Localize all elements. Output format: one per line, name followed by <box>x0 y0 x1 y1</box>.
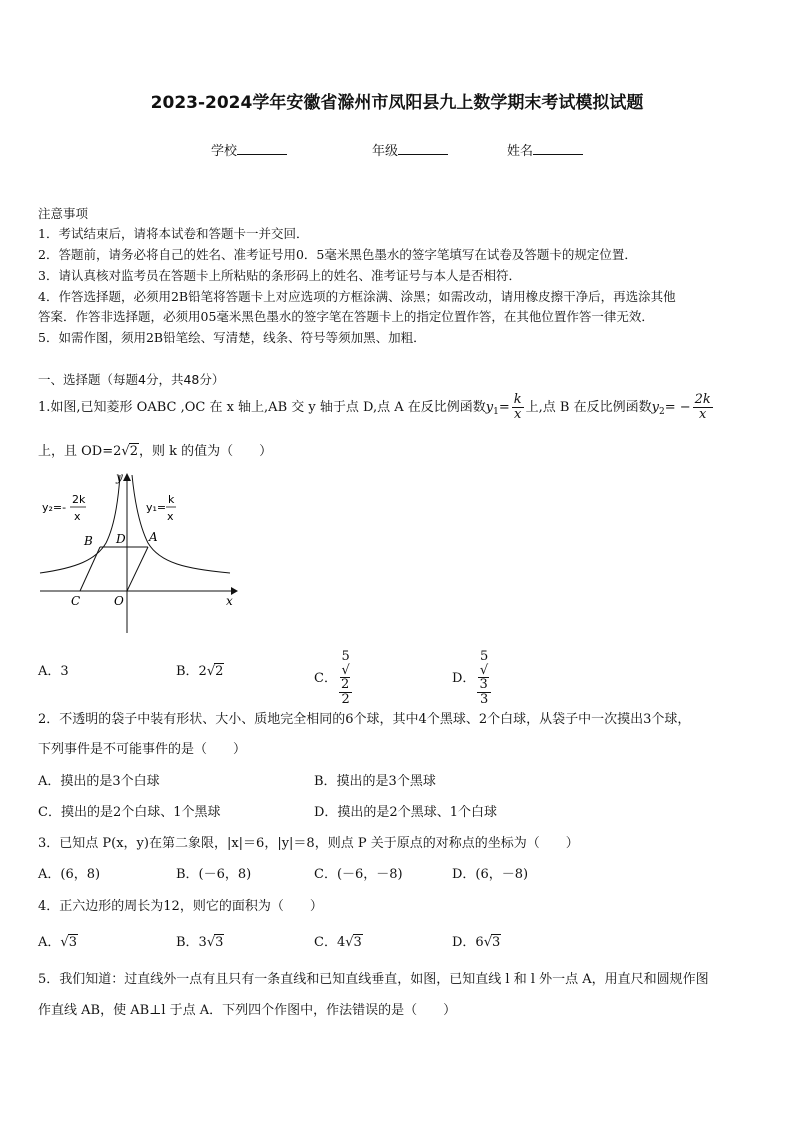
question-2-line2: 下列事件是不可能事件的是（ ） <box>38 742 247 757</box>
y2-den: x <box>74 510 81 523</box>
axis-x-label: x <box>226 594 233 608</box>
q2-option-d[interactable]: D．摸出的是2个黑球、1个白球 <box>314 805 497 820</box>
question-5-line2: 作直线 AB，使 AB⊥l 于点 A．下列四个作图中，作法错误的是（ ） <box>38 1003 457 1018</box>
q2-option-b[interactable]: B．摸出的是3个黑球 <box>314 774 436 789</box>
y1-num: k <box>168 493 175 506</box>
curve-y1 <box>132 475 230 573</box>
question-2-line1: 2．不透明的袋子中装有形状、大小、质地完全相同的6个球，其中4个黑球、2个白球，从袋子中一次摸出3个球， <box>38 712 691 727</box>
side-CB <box>80 547 100 591</box>
y1-label: y₁= <box>146 501 167 514</box>
school-label: 学校 <box>211 144 238 159</box>
notice-item: 1．考试结束后，请将本试卷和答题卡一并交回． <box>38 226 309 241</box>
section-heading: 一、选择题（每题4分，共48分） <box>38 372 225 387</box>
name-label: 姓名 <box>507 144 534 159</box>
page-title: 2023-2024学年安徽省滁州市凤阳县九上数学期末考试模拟试题 <box>150 93 644 113</box>
point-A: A <box>149 530 158 544</box>
notice-item: 答案．作答非选择题，必须用05毫米黑色墨水的签字笔在答题卡上的指定位置作答，在其他位置作答一律无效． <box>38 309 654 324</box>
q1-option-d[interactable]: D． 5 √ 3 3 <box>452 650 493 707</box>
school-field[interactable] <box>211 140 287 159</box>
grade-label: 年级 <box>372 144 399 159</box>
q4-option-c[interactable]: C．4√3 <box>314 935 362 950</box>
notice-item: 2．答题前，请务必将自己的姓名、准考证号用0．5毫米黑色墨水的签字笔填写在试卷及答题卡的规定位置． <box>38 247 637 262</box>
point-C: C <box>71 594 81 608</box>
q1-option-c[interactable]: C． 5 √ 2 2 <box>314 650 354 707</box>
school-underline[interactable] <box>237 142 287 155</box>
axis-y-label: y <box>116 470 123 484</box>
question-1-line2: 上，且 OD=2√2，则 k 的值为（ ） <box>38 444 273 459</box>
y2-label: y₂=- <box>42 501 67 514</box>
point-D: D <box>116 532 126 546</box>
question-3: 3．已知点 P(x，y)在第二象限，|x|＝6，|y|＝8，则点 P 关于原点的对称点的坐标为（ ） <box>38 836 579 851</box>
point-O: O <box>114 594 124 608</box>
q3-option-b[interactable]: B．(－6，8) <box>176 867 252 882</box>
q3-option-d[interactable]: D．(6，－8) <box>452 867 529 882</box>
q3-option-a[interactable]: A．(6，8) <box>38 867 101 882</box>
notice-heading: 注意事项 <box>38 206 89 221</box>
y2-num: 2k <box>72 493 86 506</box>
question-5-line1: 5．我们知道：过直线外一点有且只有一条直线和已知直线垂直，如图，已知直线 l 和 l 外一点 A，用直尺和圆规作图 <box>38 972 709 987</box>
q1-option-b[interactable]: B．2√2 <box>176 664 224 679</box>
notice-item: 5．如需作图，须用2B铅笔绘、写清楚，线条、符号等须加黑、加粗． <box>38 330 426 345</box>
grade-field[interactable] <box>372 140 448 159</box>
grade-underline[interactable] <box>398 142 448 155</box>
y1-den: x <box>167 510 174 523</box>
q4-option-d[interactable]: D．6√3 <box>452 935 501 950</box>
question-4: 4．正六边形的周长为12，则它的面积为（ ） <box>38 899 323 914</box>
curve-y2 <box>40 475 120 573</box>
notice-item: 3．请认真核对监考员在答题卡上所粘贴的条形码上的姓名、准考证号与本人是否相符． <box>38 268 521 283</box>
point-B: B <box>84 534 93 548</box>
rhombus-graph <box>36 465 242 637</box>
name-field[interactable] <box>507 140 583 159</box>
notice-item: 4．作答选择题，必须用2B铅笔将答题卡上对应选项的方框涂满、涂黑；如需改动，请用橡皮擦干净后，再选涂其他 <box>38 289 676 304</box>
q1-option-a[interactable]: A．3 <box>38 664 69 679</box>
y-axis-arrow <box>123 473 131 481</box>
q2-option-a[interactable]: A．摸出的是3个白球 <box>38 774 160 789</box>
question-1-line1: 1.如图,已知菱形 OABC ,OC 在 x 轴上,AB 交 y 轴于点 D,点 A 在反比例函数$y_1=$ $\frac{k}{x}$ 上,点 B 在反比例函数$y_2=$ − $\frac{2k}{x}$ <box>38 392 711 422</box>
name-underline[interactable] <box>533 142 583 155</box>
q4-option-a[interactable]: A．√3 <box>38 935 77 950</box>
q3-option-c[interactable]: C．(－6，－8) <box>314 867 403 882</box>
side-OA <box>127 547 148 591</box>
q4-option-b[interactable]: B．3√3 <box>176 935 224 950</box>
q2-option-c[interactable]: C．摸出的是2个白球、1个黑球 <box>38 805 221 820</box>
